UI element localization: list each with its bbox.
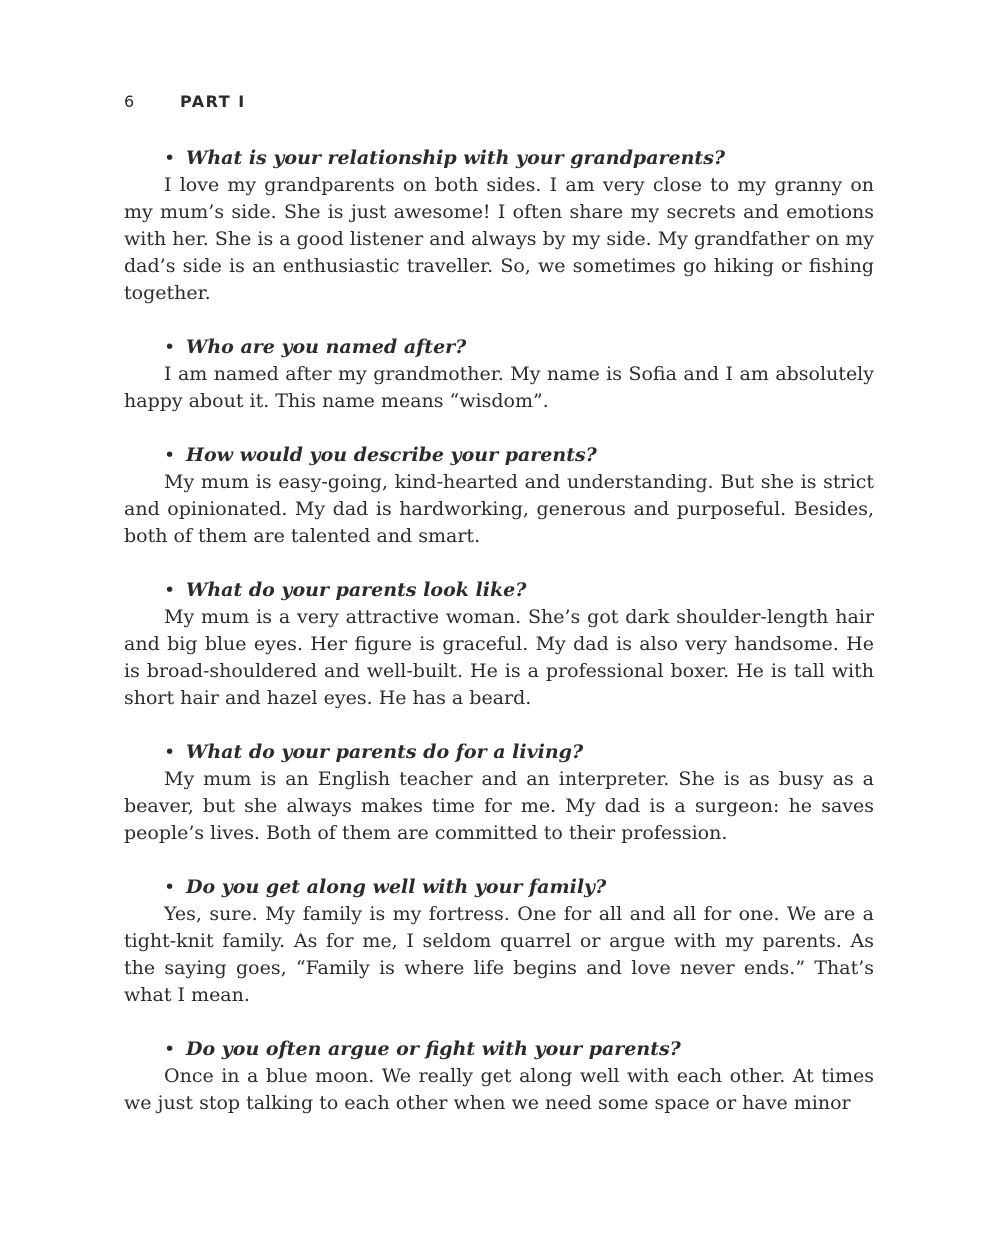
- question-heading: [124, 577, 874, 604]
- bullet-icon: •: [164, 579, 176, 601]
- page-body: [124, 145, 874, 1144]
- question-heading: [124, 874, 874, 901]
- question-heading: [124, 739, 874, 766]
- question-text: What do your parents do for a living?: [186, 741, 584, 763]
- answer-paragraph: My mum is a very attractive woman. She’s got dark shoulder-length hair and big blue eyes. Her figure is graceful. My dad is also very handsome. He is broad-shouldered and well-built. He is a professional boxer. He is tall with short hair and hazel eyes. He has a beard.: [124, 606, 874, 709]
- qa-item: [124, 577, 874, 712]
- answer-paragraph: I love my grandparents on both sides. I am very close to my granny on my mum’s side. She is just awesome! I often share my secrets and emotions with her. She is a good listener and always by my side. My grandfather on my dad’s side is an enthusiastic traveller. So, we sometimes go hiking or fishing together.: [124, 174, 874, 304]
- answer-paragraph: My mum is easy-going, kind-hearted and understanding. But she is strict and opinionated. My dad is hardworking, generous and purposeful. Besides, both of them are talented and smart.: [124, 471, 874, 547]
- question-text: What is your relationship with your grandparents?: [186, 147, 726, 169]
- question-heading: [124, 334, 874, 361]
- bullet-icon: •: [164, 876, 176, 898]
- bullet-icon: •: [164, 741, 176, 763]
- question-text: Who are you named after?: [186, 336, 467, 358]
- question-heading: [124, 442, 874, 469]
- page-number: 6: [124, 92, 135, 111]
- answer-paragraph: Once in a blue moon. We really get along well with each other. At times we just stop talking to each other when we need some space or have minor: [124, 1065, 874, 1114]
- answer-paragraph: Yes, sure. My family is my fortress. One for all and all for one. We are a tight-knit family. As for me, I seldom quarrel or argue with my parents. As the saying goes, “Family is where life begins and love never ends.” That’s what I mean.: [124, 903, 874, 1006]
- bullet-icon: •: [164, 1038, 176, 1060]
- qa-item: [124, 1036, 874, 1117]
- running-header: [124, 92, 246, 111]
- qa-item: [124, 442, 874, 550]
- qa-item: [124, 145, 874, 307]
- bullet-icon: •: [164, 444, 176, 466]
- qa-item: [124, 874, 874, 1009]
- bullet-icon: •: [164, 147, 176, 169]
- question-text: How would you describe your parents?: [186, 444, 597, 466]
- qa-item: [124, 334, 874, 415]
- question-text: Do you often argue or fight with your parents?: [186, 1038, 681, 1060]
- question-heading: [124, 145, 874, 172]
- answer-paragraph: I am named after my grandmother. My name is Sofia and I am absolutely happy about it. This name means “wisdom”.: [124, 363, 874, 412]
- bullet-icon: •: [164, 336, 176, 358]
- answer-paragraph: My mum is an English teacher and an interpreter. She is as busy as a beaver, but she always makes time for me. My dad is a surgeon: he saves people’s lives. Both of them are committed to their profession.: [124, 768, 874, 844]
- part-title: PART I: [180, 92, 246, 111]
- question-text: What do your parents look like?: [186, 579, 527, 601]
- question-text: Do you get along well with your family?: [186, 876, 607, 898]
- qa-item: [124, 739, 874, 847]
- question-heading: [124, 1036, 874, 1063]
